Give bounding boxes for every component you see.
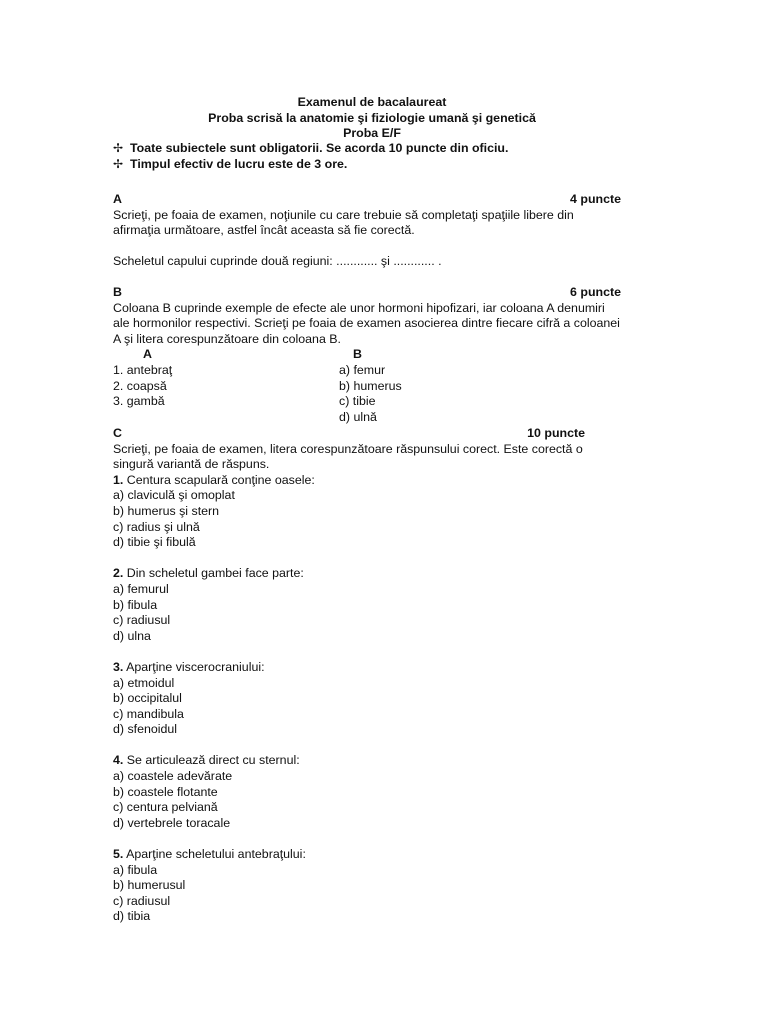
question-1 bbox=[113, 473, 623, 551]
rule-text: Toate subiectele sunt obligatorii. Se acorda 10 puncte din oficiu. bbox=[130, 141, 509, 155]
answer-option: b) occipitalul bbox=[113, 691, 182, 706]
answer-option: a) claviculă şi omoplat bbox=[113, 488, 235, 503]
rule-text: Timpul efectiv de lucru este de 3 ore. bbox=[130, 156, 348, 171]
column-b-item: c) tibie bbox=[339, 394, 376, 409]
section-instruction: A şi litera corespunzătoare din coloana B. bbox=[113, 331, 341, 346]
question-text bbox=[113, 660, 623, 676]
question-number: 1. bbox=[113, 472, 124, 487]
question-prompt: Din scheletul gambei face parte: bbox=[123, 566, 304, 581]
exam-title: Examenul de bacalaureat bbox=[297, 95, 447, 109]
answer-option: c) centura pelviană bbox=[113, 800, 218, 815]
answer-option: c) mandibula bbox=[113, 706, 184, 721]
column-a-label: A bbox=[143, 347, 152, 362]
asterisk-bullet-icon: ✢ bbox=[113, 156, 124, 171]
question-4 bbox=[113, 753, 623, 831]
question-3 bbox=[113, 660, 623, 738]
column-b-label: B bbox=[353, 347, 362, 362]
question-prompt: Aparţine scheletului antebraţului: bbox=[123, 847, 306, 862]
section-b bbox=[113, 285, 621, 425]
section-letter: C bbox=[113, 426, 122, 440]
section-letter: A bbox=[113, 192, 122, 206]
column-a bbox=[113, 347, 339, 425]
answer-option: d) sfenoidul bbox=[113, 722, 178, 737]
question-number: 2. bbox=[113, 566, 124, 581]
answer-option: a) coastele adevărate bbox=[113, 769, 233, 784]
question-number: 3. bbox=[113, 659, 124, 674]
section-instruction: Scrieţi, pe foaia de examen, litera corespunzătoare răspunsului corect. Este corectă o bbox=[113, 441, 583, 456]
fill-in-statement: Scheletul capului cuprinde două regiuni: ............ şi ............ . bbox=[113, 254, 442, 269]
section-points: 6 puncte bbox=[570, 285, 621, 299]
exam-subtitle: Proba scrisă la anatomie şi fiziologie umană şi genetică bbox=[208, 110, 536, 125]
answer-option: b) coastele flotante bbox=[113, 784, 218, 799]
matching-columns bbox=[113, 347, 621, 425]
rule-item bbox=[113, 141, 643, 157]
rule-item bbox=[113, 157, 643, 173]
section-instruction: Coloana B cuprinde exemple de efecte ale unor hormoni hipofizari, iar coloana A denumiri bbox=[113, 300, 605, 315]
answer-option: b) humerusul bbox=[113, 878, 186, 893]
answer-option: c) radius şi ulnă bbox=[113, 519, 200, 534]
answer-option: a) fibula bbox=[113, 862, 158, 877]
question-text bbox=[113, 847, 623, 863]
column-b bbox=[339, 347, 589, 425]
exam-rules bbox=[113, 141, 643, 172]
section-instruction: singură variantă de răspuns. bbox=[113, 457, 270, 472]
question-prompt: Se articulează direct cu sternul: bbox=[123, 753, 300, 768]
column-b-item: b) humerus bbox=[339, 378, 402, 393]
answer-option: c) radiusul bbox=[113, 893, 171, 908]
exam-header bbox=[113, 95, 631, 142]
question-number: 5. bbox=[113, 847, 124, 862]
question-prompt: Aparţine viscerocraniului: bbox=[123, 659, 265, 674]
asterisk-bullet-icon: ✢ bbox=[113, 141, 124, 155]
section-c-header bbox=[113, 426, 585, 442]
section-points: 4 puncte bbox=[570, 192, 621, 206]
answer-option: d) tibia bbox=[113, 909, 151, 924]
column-a-item: 2. coapsă bbox=[113, 378, 167, 393]
question-text bbox=[113, 566, 623, 582]
column-b-item: d) ulnă bbox=[339, 409, 377, 424]
section-letter: B bbox=[113, 285, 122, 299]
answer-option: d) vertebrele toracale bbox=[113, 815, 231, 830]
question-number: 4. bbox=[113, 753, 124, 768]
answer-option: b) fibula bbox=[113, 597, 158, 612]
answer-option: d) ulna bbox=[113, 628, 151, 643]
question-prompt: Centura scapulară conţine oasele: bbox=[123, 472, 315, 487]
answer-option: a) femurul bbox=[113, 581, 169, 596]
section-b-header bbox=[113, 285, 621, 301]
answer-option: c) radiusul bbox=[113, 613, 171, 628]
section-a bbox=[113, 192, 621, 270]
section-c bbox=[113, 426, 623, 925]
column-b-item: a) femur bbox=[339, 362, 386, 377]
column-a-item: 3. gambă bbox=[113, 394, 165, 409]
question-text bbox=[113, 473, 623, 489]
section-instruction: afirmaţia următoare, astfel încât aceasta să fie corectă. bbox=[113, 223, 415, 238]
answer-option: a) etmoidul bbox=[113, 675, 175, 690]
section-a-header bbox=[113, 192, 621, 208]
exam-proba: Proba E/F bbox=[343, 126, 401, 141]
question-2 bbox=[113, 566, 623, 644]
section-points: 10 puncte bbox=[527, 426, 585, 440]
answer-option: b) humerus şi stern bbox=[113, 503, 220, 518]
question-5 bbox=[113, 847, 623, 925]
section-instruction: Scrieţi, pe foaia de examen, noţiunile cu care trebuie să completaţi spaţiile libere din bbox=[113, 207, 574, 222]
column-a-item: 1. antebraţ bbox=[113, 362, 173, 377]
answer-option: d) tibie şi fibulă bbox=[113, 535, 196, 550]
section-instruction: ale hormonilor respectivi. Scrieţi pe foaia de examen asocierea dintre fiecare cifră a coloanei bbox=[113, 316, 620, 331]
question-text bbox=[113, 753, 623, 769]
